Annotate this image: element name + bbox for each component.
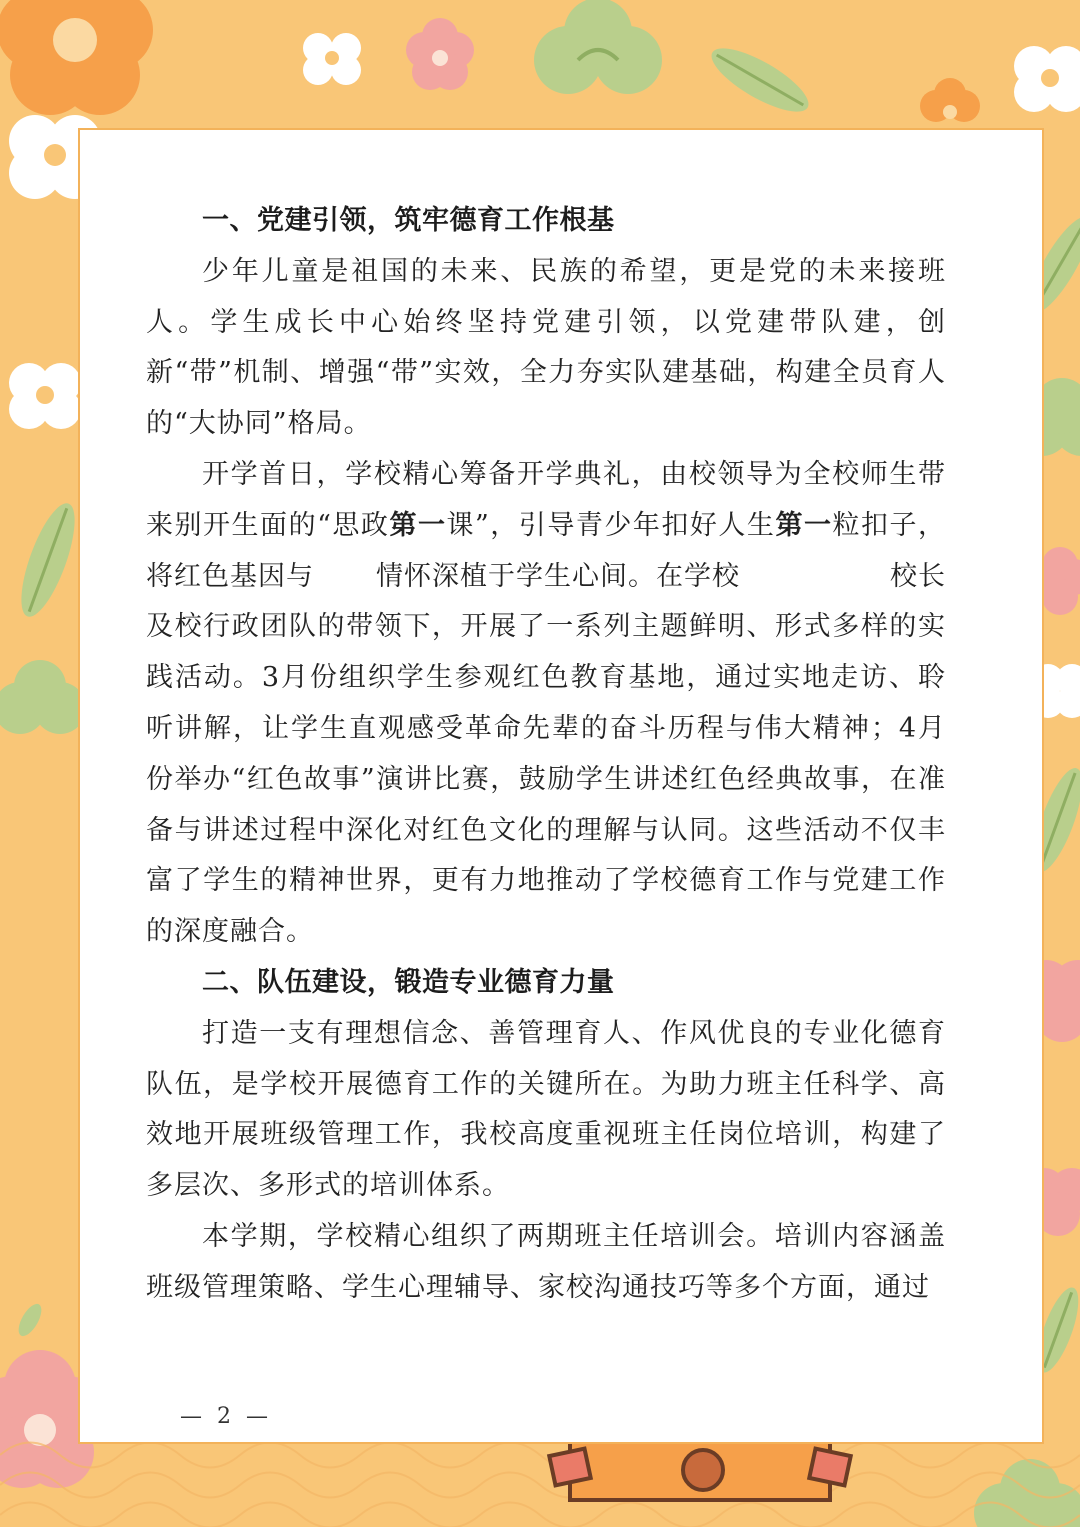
orange-flower-icon xyxy=(0,0,153,115)
leaf-icon xyxy=(11,497,86,622)
bold-text: 第一 xyxy=(389,509,447,541)
white-flower-icon xyxy=(303,33,361,85)
orange-flower-icon xyxy=(920,78,980,122)
leaf-icon xyxy=(703,37,816,123)
paragraph-text: 开学首日，学校精心筹备开学典礼，由校领导为全校师生带来别开生面的“思政 xyxy=(146,458,946,541)
paragraph-text: 课”，引导青少年扣好人生 xyxy=(446,509,776,541)
document-body xyxy=(146,196,946,1314)
paragraph: 少年儿童是祖国的未来、民族的希望，更是党的未来接班人。学生成长中心始终坚持党建引领，以党建带队建，创新“带”机制、增强“带”实效，全力夯实队建基础，构建全员育人的“大协同”格局。 xyxy=(146,255,946,440)
paragraph: 打造一支有理想信念、善管理育人、作风优良的专业化德育队伍，是学校开展德育工作的关键所在。为助力班主任科学、高效地开展班级管理工作，我校高度重视班主任岗位培训，构建了多层次、多形式的培训体系。 xyxy=(146,1017,946,1202)
paragraph xyxy=(146,450,946,958)
paragraph-text: 粒扣子，将红色基因与 xyxy=(146,509,947,592)
bold-text: 第一 xyxy=(775,509,833,541)
paragraph-text: 情怀深植于学生心间。在学校 xyxy=(376,560,740,592)
section-heading: 一、党建引领，筑牢德育工作根基 xyxy=(202,205,615,236)
section-heading: 二、队伍建设，锻造专业德育力量 xyxy=(202,966,615,998)
pine-icon xyxy=(0,660,86,734)
pine-icon xyxy=(534,0,662,94)
white-flower-icon xyxy=(9,363,81,429)
paragraph-text: 校长及校行政团队的带领下，开展了一系列主题鲜明、形式多样的实践活动。3月份组织学生参观红色教育基地，通过实地走访、聆听讲解，让学生直观感受革命先辈的奋斗历程与伟大精神；4月份举办“红色故事”演讲比赛，鼓励学生讲述红色经典故事，在准备与讲述过程中深化对红色文化的理解与认同。这些活动不仅丰富了学生的精神世界，更有力地推动了学校德育工作与党建工作的深度融合。 xyxy=(146,560,946,948)
wave-pattern xyxy=(0,1443,1080,1527)
white-flower-icon xyxy=(1014,46,1080,112)
pine-icon xyxy=(974,1459,1080,1527)
page-number: — 2 — xyxy=(180,1404,272,1429)
pink-flower-icon xyxy=(406,18,474,90)
paragraph: 本学期，学校精心组织了两期班主任培训会。培训内容涵盖班级管理策略、学生心理辅导、家校沟通技巧等多个方面，通过 xyxy=(146,1220,946,1303)
banner-scroll-icon xyxy=(549,1440,850,1500)
leaf-icon xyxy=(14,1300,46,1339)
